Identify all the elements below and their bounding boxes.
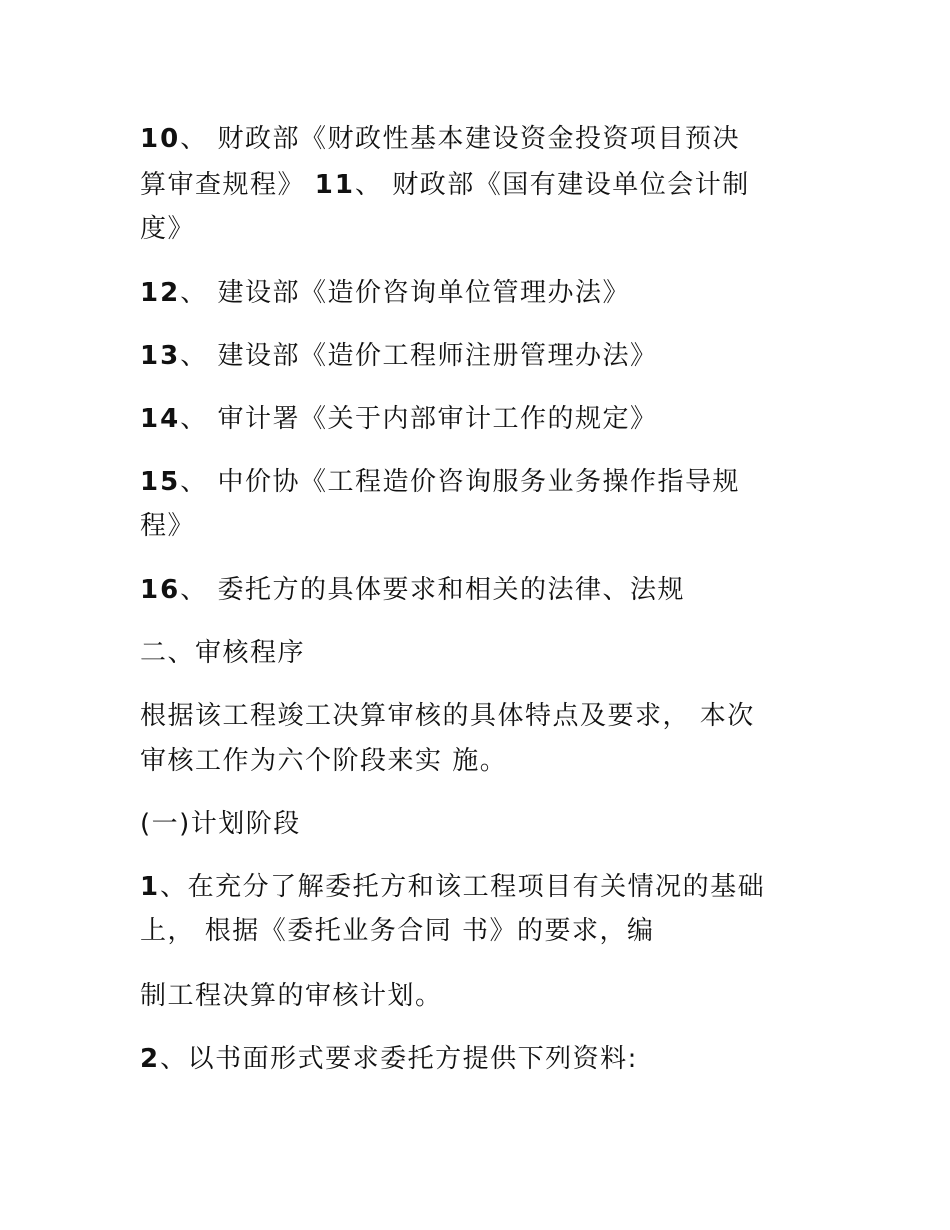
list-item-10 [140, 126, 740, 152]
intro-paragraph-line: 根据该工程竣工决算审核的具体特点及要求， 本次 [140, 701, 755, 731]
item-text: 度》 [140, 214, 196, 244]
step-number: 1 [140, 872, 161, 902]
list-item-15 [140, 469, 740, 495]
step-1-cont: 制工程决算的审核计划。 [140, 981, 443, 1011]
section-title: 二、审核程序 [140, 638, 306, 668]
step-number: 2 [140, 1044, 161, 1074]
item-text: 、 建设部《造价咨询单位管理办法》 [180, 278, 630, 308]
list-item-16 [140, 577, 685, 603]
list-item-10-cont [140, 172, 750, 198]
item-text: 程》 [140, 511, 196, 541]
item-number: 16 [140, 575, 181, 605]
item-number: 11 [314, 170, 355, 200]
list-item-15-cont [140, 513, 195, 539]
intro-paragraph-line: 审核工作为六个阶段来实 施。 [140, 746, 508, 776]
step-text: 、以书面形式要求委托方提供下列资料: [160, 1044, 638, 1074]
item-text: 、 财政部《财政性基本建设资金投资项目预决 [180, 124, 740, 154]
item-text: 、 审计署《关于内部审计工作的规定》 [180, 404, 658, 434]
item-text: 算审查规程》 [140, 170, 315, 200]
item-number: 12 [140, 278, 181, 308]
step-1-cont: 上， 根据《委托业务合同 书》的要求，编 [140, 916, 655, 946]
item-text: 、 建设部《造价工程师注册管理办法》 [180, 341, 658, 371]
item-number: 15 [140, 467, 181, 497]
list-item-11-cont [140, 216, 195, 242]
item-text: 、 委托方的具体要求和相关的法律、法规 [180, 575, 685, 605]
list-item-13 [140, 343, 657, 369]
step-2 [140, 1046, 638, 1072]
step-text: 、在充分了解委托方和该工程项目有关情况的基础 [160, 872, 766, 902]
item-number: 10 [140, 124, 181, 154]
item-text: 、 财政部《国有建设单位会计制 [354, 170, 750, 200]
item-number: 13 [140, 341, 181, 371]
phase-title: (一)计划阶段 [140, 809, 301, 839]
step-1 [140, 874, 765, 900]
list-item-12 [140, 280, 630, 306]
item-number: 14 [140, 404, 181, 434]
item-text: 、 中价协《工程造价咨询服务业务操作指导规 [180, 467, 740, 497]
list-item-14 [140, 406, 657, 432]
